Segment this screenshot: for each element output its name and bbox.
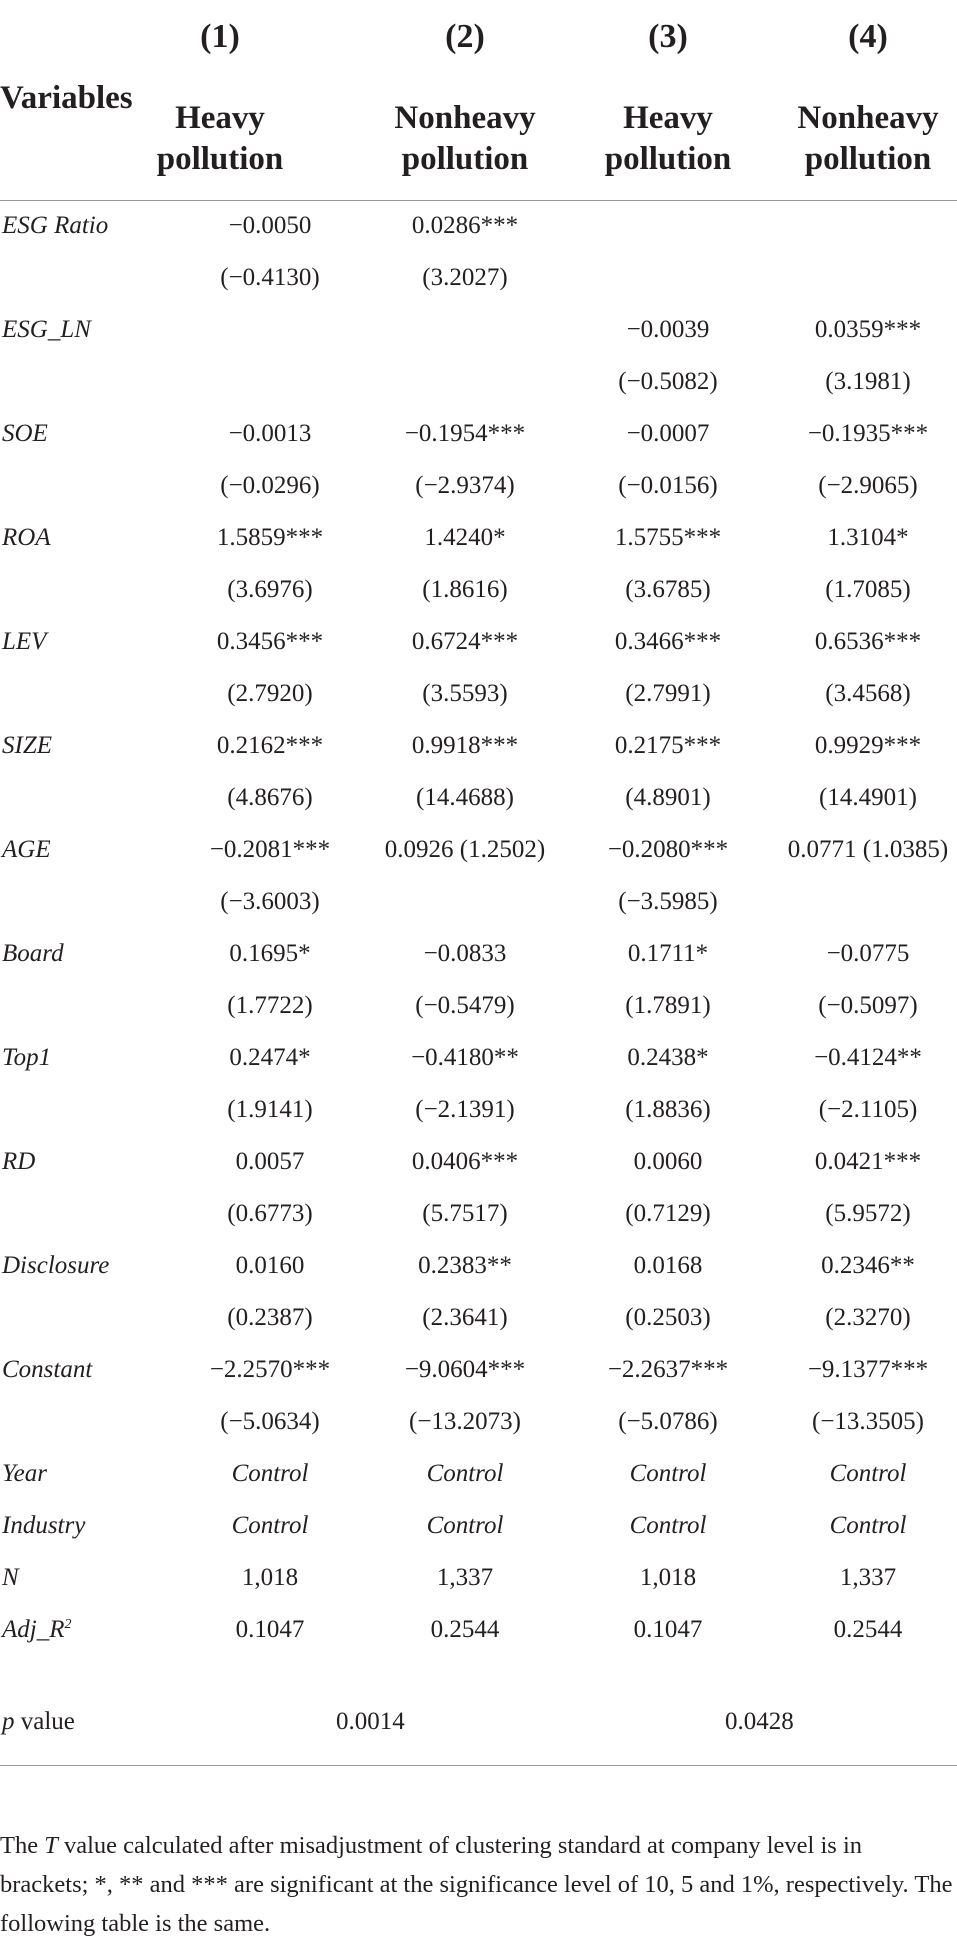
table-cell: 1,018	[241, 1564, 299, 1591]
table-cell: (−0.0296)	[220, 472, 320, 499]
pvalue-columns-1-2: 0.0014	[336, 1708, 405, 1735]
table-cell: 0.0057	[235, 1148, 305, 1175]
column-number-2: (2)	[445, 18, 485, 55]
table-row-constant	[0, 1344, 957, 1396]
table-cell: (1.8616)	[422, 576, 508, 603]
table-cell: (1.8836)	[625, 1096, 711, 1123]
table-cell	[365, 304, 565, 356]
variables-header: Variables	[0, 80, 133, 116]
row-label: Year	[2, 1460, 47, 1487]
table-cell: (14.4688)	[416, 784, 514, 811]
table-cell: (−2.9374)	[415, 472, 515, 499]
table-cell: (0.7129)	[625, 1200, 711, 1227]
table-cell: −9.0604***	[404, 1356, 526, 1383]
footnote-text-start: The	[0, 1832, 45, 1859]
table-row-top1	[0, 1032, 957, 1084]
table-cell: (−2.1391)	[415, 1096, 515, 1123]
table-cell: (0.2503)	[625, 1304, 711, 1331]
table-cell: 0.0160	[235, 1252, 305, 1279]
table-cell: −0.0007	[626, 420, 710, 447]
table-cell: (−3.5985)	[618, 888, 718, 915]
table-footnote	[0, 1826, 955, 1943]
table-cell: (−0.5479)	[415, 992, 515, 1019]
table-cell: 0.0168	[633, 1252, 703, 1279]
table-cell: 0.6536***	[814, 628, 922, 655]
table-cell: 0.3456***	[216, 628, 324, 655]
table-cell: (−2.9065)	[818, 472, 918, 499]
table-cell: Control	[426, 1512, 504, 1539]
table-cell: 0.0406***	[411, 1148, 519, 1175]
table-cell: −0.0833	[423, 940, 507, 967]
table-cell: 1,337	[839, 1564, 897, 1591]
table-cell: (4.8901)	[625, 784, 711, 811]
table-row-esg-ln-t	[0, 356, 957, 408]
footnote-text-rest: value calculated after misadjustment of clustering standard at company level is in brackets; *, ** and *** are significant at the significance level of 10, 5 and 1%, respectively. The following table is the same.	[0, 1832, 953, 1937]
table-cell: 0.0359***	[814, 316, 922, 343]
table-cell: −9.1377***	[807, 1356, 929, 1383]
table-cell	[365, 356, 565, 408]
column-title-2-line2: pollution	[401, 141, 529, 177]
row-label: SOE	[2, 420, 48, 447]
table-cell: 0.0421***	[814, 1148, 922, 1175]
table-cell	[568, 252, 768, 304]
table-row-adj-r2	[0, 1604, 957, 1656]
column-title-2	[365, 98, 565, 180]
table-cell: 1.5859***	[216, 524, 324, 551]
table-cell: (2.3270)	[825, 1304, 911, 1331]
table-cell: (5.9572)	[825, 1200, 911, 1227]
table-cell: −0.2080***	[607, 836, 729, 863]
column-title-1-line1: Heavy	[175, 100, 265, 136]
table-cell: (1.7891)	[625, 992, 711, 1019]
table-cell: −0.0039	[626, 316, 710, 343]
column-title-2-line1: Nonheavy	[394, 100, 536, 136]
table-cell: (1.7085)	[825, 576, 911, 603]
row-label: Industry	[2, 1512, 86, 1539]
table-cell: 0.9918***	[411, 732, 519, 759]
table-cell: 0.3466***	[614, 628, 722, 655]
table-row-constant-t	[0, 1396, 957, 1448]
table-cell: −0.0775	[826, 940, 910, 967]
table-cell: 0.2162***	[216, 732, 324, 759]
table-cell: (−0.4130)	[220, 264, 320, 291]
table-cell: 0.0286***	[411, 212, 519, 239]
pvalue-label	[2, 1696, 75, 1748]
table-cell: −0.1954***	[404, 420, 526, 447]
row-label: ESG Ratio	[2, 212, 109, 239]
pvalue-label-italic: p	[2, 1708, 15, 1735]
table-cell	[365, 876, 565, 928]
column-title-3	[568, 98, 768, 180]
pvalue-label-rest: value	[14, 1708, 75, 1735]
table-cell: (3.1981)	[825, 368, 911, 395]
table-row-roa-t	[0, 564, 957, 616]
table-cell: (3.4568)	[825, 680, 911, 707]
table-cell: Control	[629, 1512, 707, 1539]
column-number-1: (1)	[200, 18, 240, 55]
table-cell: 1.5755***	[614, 524, 722, 551]
table-cell: (2.7991)	[625, 680, 711, 707]
table-cell: (−0.0156)	[618, 472, 718, 499]
table-cell: 0.2544	[833, 1616, 903, 1643]
table-cell: 0.2474*	[229, 1044, 311, 1071]
table-row-n	[0, 1552, 957, 1604]
table-cell: 0.2544	[430, 1616, 500, 1643]
table-row-soe	[0, 408, 957, 460]
row-label-superscript: 2	[64, 1617, 72, 1632]
table-cell: −0.4124**	[814, 1044, 922, 1071]
table-cell: 0.9929***	[814, 732, 922, 759]
table-cell: (3.6785)	[625, 576, 711, 603]
table-cell: (0.2387)	[227, 1304, 313, 1331]
table-cell: (5.7517)	[422, 1200, 508, 1227]
column-title-4-line1: Nonheavy	[797, 100, 939, 136]
footnote-italic-t: T	[44, 1832, 58, 1859]
row-label: SIZE	[2, 732, 52, 759]
table-row-lev-t	[0, 668, 957, 720]
column-title-4	[768, 98, 957, 180]
row-label: ROA	[2, 524, 51, 551]
column-number-4: (4)	[848, 18, 888, 55]
column-title-1-line2: pollution	[156, 141, 284, 177]
table-cell: Control	[629, 1460, 707, 1487]
table-cell: (−0.5082)	[618, 368, 718, 395]
table-cell: (−0.5097)	[818, 992, 918, 1019]
table-cell: Control	[829, 1512, 907, 1539]
column-title-4-line2: pollution	[804, 141, 932, 177]
table-cell: 0.2438*	[627, 1044, 709, 1071]
table-row-esg-ratio	[0, 200, 957, 252]
table-cell: 0.2175***	[614, 732, 722, 759]
row-label: LEV	[2, 628, 47, 655]
table-row-esg-ln	[0, 304, 957, 356]
column-title-3-line1: Heavy	[623, 100, 713, 136]
bottom-rule	[0, 1765, 957, 1766]
table-row-disclosure-t	[0, 1292, 957, 1344]
table-row-esg-ratio-t	[0, 252, 957, 304]
table-cell: 0.0926 (1.2502)	[384, 836, 546, 863]
table-cell: (−5.0786)	[618, 1408, 718, 1435]
row-label: RD	[2, 1148, 36, 1175]
table-row-soe-t	[0, 460, 957, 512]
table-row-lev	[0, 616, 957, 668]
table-row-board	[0, 928, 957, 980]
table-cell: 0.1711*	[627, 940, 709, 967]
table-cell	[568, 200, 768, 252]
table-cell: 0.1695*	[229, 940, 311, 967]
column-title-3-line2: pollution	[604, 141, 732, 177]
table-cell: (−13.2073)	[409, 1408, 521, 1435]
table-cell	[768, 876, 957, 928]
table-cell: Control	[426, 1460, 504, 1487]
table-cell: 0.2346**	[821, 1252, 915, 1279]
table-cell: (2.7920)	[227, 680, 313, 707]
table-row-top1-t	[0, 1084, 957, 1136]
table-cell: (4.8676)	[227, 784, 313, 811]
table-cell: Control	[231, 1460, 309, 1487]
table-row-size	[0, 720, 957, 772]
table-cell: 1.3104*	[827, 524, 909, 551]
pvalue-columns-3-4: 0.0428	[725, 1708, 794, 1735]
row-label: Top1	[2, 1044, 52, 1071]
table-cell: 0.0060	[633, 1148, 703, 1175]
table-cell: (14.4901)	[819, 784, 917, 811]
table-cell: (3.5593)	[422, 680, 508, 707]
row-label: ESG_LN	[2, 316, 91, 343]
table-cell: 1,018	[639, 1564, 697, 1591]
table-row-rd-t	[0, 1188, 957, 1240]
row-label: AGE	[2, 836, 51, 863]
row-label: N	[2, 1564, 19, 1591]
column-number-3: (3)	[648, 18, 688, 55]
table-cell: Control	[231, 1512, 309, 1539]
table-row-size-t	[0, 772, 957, 824]
table-cell: −0.0013	[228, 420, 312, 447]
table-cell: 0.2383**	[418, 1252, 512, 1279]
table-cell: −0.4180**	[411, 1044, 519, 1071]
table-cell: 1,337	[436, 1564, 494, 1591]
table-cell: (3.2027)	[422, 264, 508, 291]
row-label: Constant	[2, 1356, 93, 1383]
table-cell: 0.1047	[235, 1616, 305, 1643]
table-row-industry	[0, 1500, 957, 1552]
table-cell: Control	[829, 1460, 907, 1487]
table-cell: −2.2637***	[607, 1356, 729, 1383]
table-cell: −0.0050	[228, 212, 312, 239]
table-cell: −0.1935***	[807, 420, 929, 447]
table-cell: (−2.1105)	[818, 1096, 918, 1123]
table-cell: (1.7722)	[227, 992, 313, 1019]
table-row-disclosure	[0, 1240, 957, 1292]
table-cell: 0.0771 (1.0385)	[787, 836, 949, 863]
table-row-rd	[0, 1136, 957, 1188]
table-row-roa	[0, 512, 957, 564]
row-label: Disclosure	[2, 1252, 110, 1279]
table-cell: 0.1047	[633, 1616, 703, 1643]
table-row-age-t	[0, 876, 957, 928]
table-cell	[768, 252, 957, 304]
table-cell: 1.4240*	[424, 524, 506, 551]
table-cell	[170, 304, 370, 356]
table-cell: (1.9141)	[227, 1096, 313, 1123]
table-cell: −0.2081***	[209, 836, 331, 863]
table-cell	[170, 356, 370, 408]
table-cell	[768, 200, 957, 252]
table-cell: 0.6724***	[411, 628, 519, 655]
table-cell: (−13.3505)	[812, 1408, 924, 1435]
table-cell: −2.2570***	[209, 1356, 331, 1383]
table-cell: (−3.6003)	[220, 888, 320, 915]
table-cell: (2.3641)	[422, 1304, 508, 1331]
table-cell: (3.6976)	[227, 576, 313, 603]
column-title-1	[120, 98, 320, 180]
table-row-year	[0, 1448, 957, 1500]
table-row-age	[0, 824, 957, 876]
row-label-text: Adj_R	[2, 1616, 65, 1643]
table-cell: (−5.0634)	[220, 1408, 320, 1435]
row-label	[2, 1604, 72, 1656]
table-row-board-t	[0, 980, 957, 1032]
row-label: Board	[2, 940, 64, 967]
table-cell: (0.6773)	[227, 1200, 313, 1227]
